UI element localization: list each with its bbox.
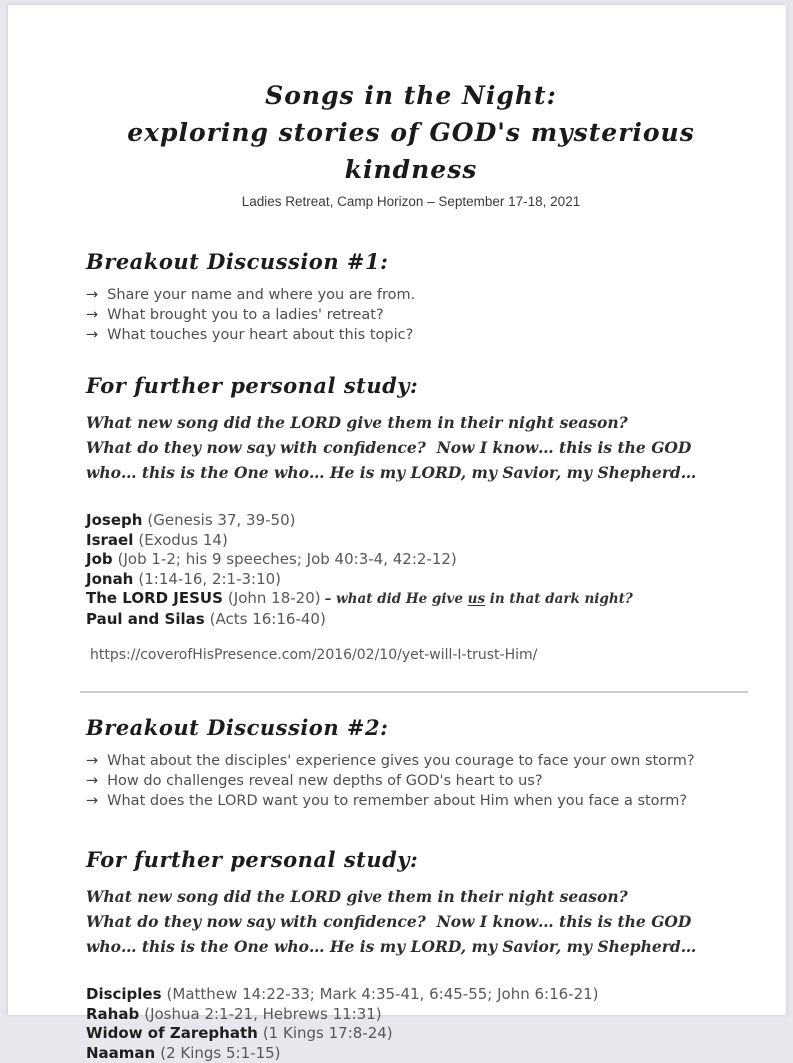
study-item-ref: (Acts 16:16-40) [210,610,326,628]
study-item [86,531,736,551]
study-item-ref: (1 Kings 17:8-24) [263,1024,393,1042]
bullet-item [86,772,736,791]
study-item [86,589,736,610]
document-header [86,77,736,209]
bullet-item [86,306,736,325]
study-item [86,610,736,630]
study-item-ref: (John 18-20) [228,589,321,607]
underlined-word: us [468,591,485,607]
study-item-name: Job [86,550,113,568]
section-divider [80,691,748,693]
study-item-name: Jonah [86,570,133,588]
study-2-list [86,985,736,1063]
study-item-name: Paul and Silas [86,610,205,628]
study-2-heading: For further personal study: [86,847,736,872]
arrow-bullet-icon: → [86,326,98,345]
study-question: What do they now say with confidence? Now I know… this is the GOD who… this is the One who… He is my LORD, my Savior, my Shepherd… [86,435,706,485]
study-2-questions [86,884,736,959]
bullet-text: What does the LORD want you to remember about Him when you face a storm? [107,792,687,811]
bullet-text: What brought you to a ladies' retreat? [107,306,384,325]
bullet-item [86,792,736,811]
breakout-1-heading: Breakout Discussion #1: [86,249,736,274]
study-item [86,1044,736,1063]
study-question: What do they now say with confidence? Now I know… this is the GOD who… this is the One who… He is my LORD, my Savior, my Shepherd… [86,909,706,959]
study-item [86,1005,736,1025]
breakout-2-bullets [86,752,736,811]
bullet-item [86,752,736,771]
arrow-bullet-icon: → [86,772,98,791]
study-item-name: Rahab [86,1005,139,1023]
bullet-text: Share your name and where you are from. [107,286,415,305]
study-item-ref: (Genesis 37, 39-50) [147,511,295,529]
study-item-name: The LORD JESUS [86,589,223,607]
breakout-2-heading: Breakout Discussion #2: [86,715,736,740]
study-item [86,550,736,570]
study-item-ref: (Joshua 2:1-21, Hebrews 11:31) [144,1005,381,1023]
study-item-name: Naaman [86,1044,155,1062]
document-title-line1: Songs in the Night: [86,77,736,114]
arrow-bullet-icon: → [86,792,98,811]
bullet-text: What touches your heart about this topic? [107,326,413,345]
study-item [86,985,736,1005]
study-item-ref: (1:14-16, 2:1-3:10) [138,570,281,588]
document-title-line2: exploring stories of GOD's mysterious kindness [86,114,736,188]
study-1-heading: For further personal study: [86,373,736,398]
study-item-name: Israel [86,531,133,549]
bullet-item [86,286,736,305]
study-item-name: Widow of Zarephath [86,1024,258,1042]
study-question: What new song did the LORD give them in their night season? [86,410,706,435]
bullet-text: What about the disciples' experience gives you courage to face your own storm? [107,752,694,771]
document-page [8,5,786,1015]
study-question: What new song did the LORD give them in their night season? [86,884,706,909]
bullet-item [86,326,736,345]
study-item-ref: (2 Kings 5:1-15) [160,1044,280,1062]
study-item [86,570,736,590]
study-1-questions [86,410,736,485]
arrow-bullet-icon: → [86,286,98,305]
study-item-name: Joseph [86,511,142,529]
study-item-note: – what did He give us in that dark night? [325,591,633,607]
study-item [86,511,736,531]
arrow-bullet-icon: → [86,752,98,771]
study-item [86,1024,736,1044]
study-1-list [86,511,736,629]
document-subtitle: Ladies Retreat, Camp Horizon – September 17-18, 2021 [86,194,736,209]
arrow-bullet-icon: → [86,306,98,325]
study-item-ref: (Exodus 14) [138,531,227,549]
resource-url: https://coverofHisPresence.com/2016/02/10/yet-will-I-trust-Him/ [90,647,736,663]
study-item-name: Disciples [86,985,162,1003]
study-item-ref: (Job 1-2; his 9 speeches; Job 40:3-4, 42:2-12) [118,550,457,568]
bullet-text: How do challenges reveal new depths of GOD's heart to us? [107,772,542,791]
study-item-ref: (Matthew 14:22-33; Mark 4:35-41, 6:45-55; John 6:16-21) [167,985,599,1003]
breakout-1-bullets [86,286,736,345]
